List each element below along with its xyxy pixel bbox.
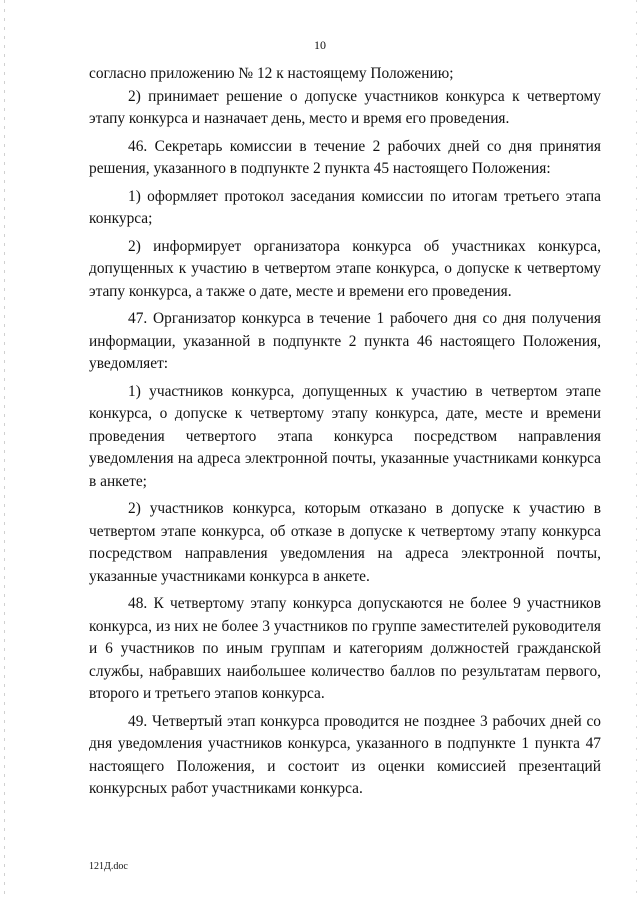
footer-filename: 121Д.doc: [89, 861, 128, 872]
paragraph-47-item-2: 2) участников конкурса, которым отказано в допуске к участию в четвертом этапе конкурса, об отказе в допуске к четвертому этапу конкурса посредством направления уведомления на адреса электронной почты, указанные участниками конкурса в анкете.: [89, 500, 601, 585]
paragraph-49: 49. Четвертый этап конкурса проводится не позднее 3 рабочих дней со дня уведомления участников конкурса, указанного в подпункте 1 пункта 47 настоящего Положения, и состоит из оценки комиссией презентаций конкурсных работ участниками конкурса.: [89, 712, 601, 797]
paragraph-47-item-1: 1) участников конкурса, допущенных к участию в четвертом этапе конкурса, о допуске к четвертому этапу конкурса, дате, месте и времени проведения четвертого этапа конкурса посредством направления уведомления на адреса электронной почты, указанные участниками конкурса в анкете;: [89, 382, 601, 490]
paragraph-46: 46. Секретарь комиссии в течение 2 рабочих дней со дня принятия решения, указанного в подпункте 2 пункта 45 настоящего Положения:: [89, 137, 601, 177]
paragraph-45-item-2: 2) принимает решение о допуске участников конкурса к четвертому этапу конкурса и назначает день, место и время его проведения.: [89, 87, 601, 127]
paragraph-46-item-1: 1) оформляет протокол заседания комиссии по итогам третьего этапа конкурса;: [89, 187, 601, 227]
paragraph-47: 47. Организатор конкурса в течение 1 рабочего дня со дня получения информации, указанной в подпункте 2 пункта 46 настоящего Положения, уведомляет:: [89, 310, 601, 372]
scan-edge-left: [4, 0, 5, 899]
paragraph-continuation: согласно приложению № 12 к настоящему Положению;: [89, 65, 454, 82]
paragraph-48: 48. К четвертому этапу конкурса допускаются не более 9 участников конкурса, из них не более 3 участников по группе заместителей руководителя и 6 участников по иным группам и категориям должностей гражданской службы, набравших наибольшее количество баллов по результатам первого, второго и третьего этапов конкурса.: [89, 595, 601, 702]
page-number: 10: [314, 38, 326, 52]
scan-edge-right: [636, 0, 637, 899]
document-body: [89, 63, 601, 801]
paragraph-46-item-2: 2) информирует организатора конкурса об участниках конкурса, допущенных к участию в четвертом этапе конкурса, о допуске к четвертому этапу конкурса, а также о дате, месте и времени его проведения.: [89, 237, 601, 300]
